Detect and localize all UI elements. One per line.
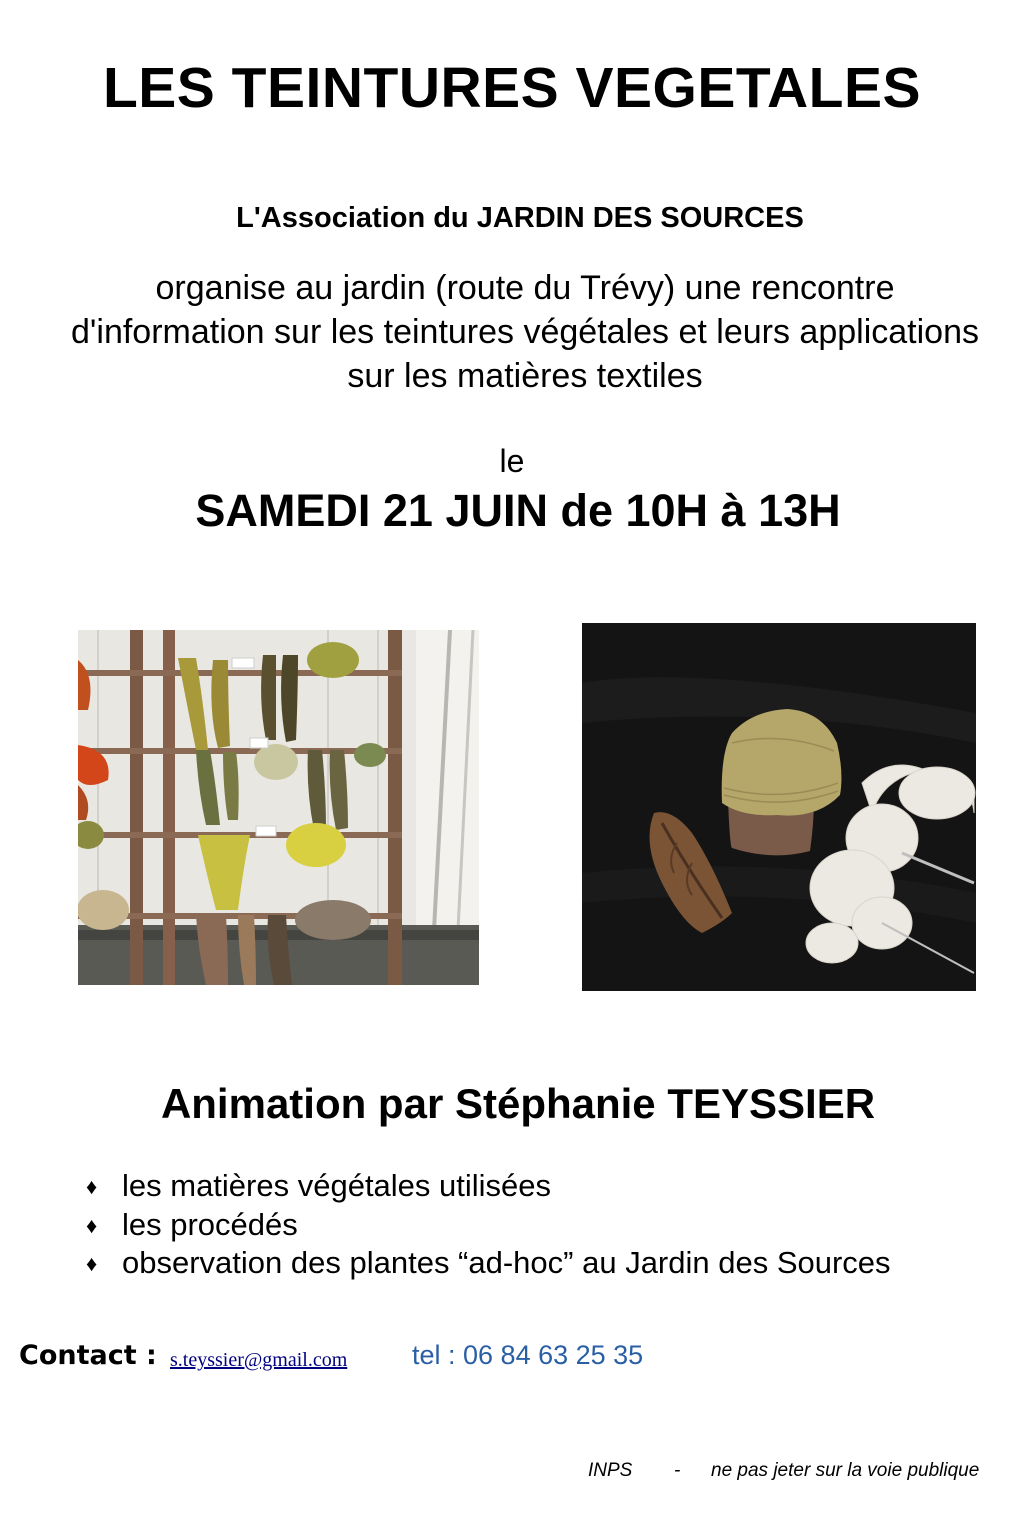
- footer-publisher: INPS: [588, 1460, 633, 1481]
- photo-dyed-yarn-ladder: [78, 630, 479, 985]
- list-item-text: observation des plantes “ad-hoc” au Jardin des Sources: [122, 1245, 891, 1280]
- footer-separator: -: [674, 1460, 681, 1481]
- list-item-text: les procédés: [122, 1206, 298, 1242]
- list-item-text: les matières végétales utilisées: [122, 1168, 552, 1203]
- date-prefix: le: [499, 443, 525, 479]
- list-item: [86, 1206, 891, 1245]
- diamond-bullet-icon: ♦: [86, 1212, 98, 1238]
- list-item: [86, 1167, 891, 1206]
- contact-phone: tel : 06 84 63 25 35: [412, 1340, 644, 1370]
- organizer: L'Association du JARDIN DES SOURCES: [236, 202, 804, 234]
- list-item: [86, 1244, 891, 1283]
- intro-line: organise au jardin (route du Trévy) une rencontre: [155, 269, 895, 307]
- diamond-bullet-icon: ♦: [86, 1251, 98, 1276]
- activity-list: [86, 1167, 891, 1283]
- footer-note: ne pas jeter sur la voie publique: [711, 1460, 980, 1481]
- event-date: SAMEDI 21 JUIN de 10H à 13H: [195, 485, 841, 536]
- animation-heading: Animation par Stéphanie TEYSSIER: [160, 1080, 876, 1127]
- contact-email-link[interactable]: s.teyssier@gmail.com: [170, 1349, 348, 1371]
- page-title: LES TEINTURES VEGETALES: [102, 56, 922, 120]
- intro-line: d'information sur les teintures végétales et leurs applications: [71, 313, 979, 351]
- contact-label: Contact :: [19, 1340, 157, 1371]
- diamond-bullet-icon: ♦: [86, 1174, 98, 1199]
- photo-knitted-hat-yarn: [582, 623, 976, 991]
- intro-line: sur les matières textiles: [347, 357, 703, 395]
- intro-text: [0, 266, 1024, 398]
